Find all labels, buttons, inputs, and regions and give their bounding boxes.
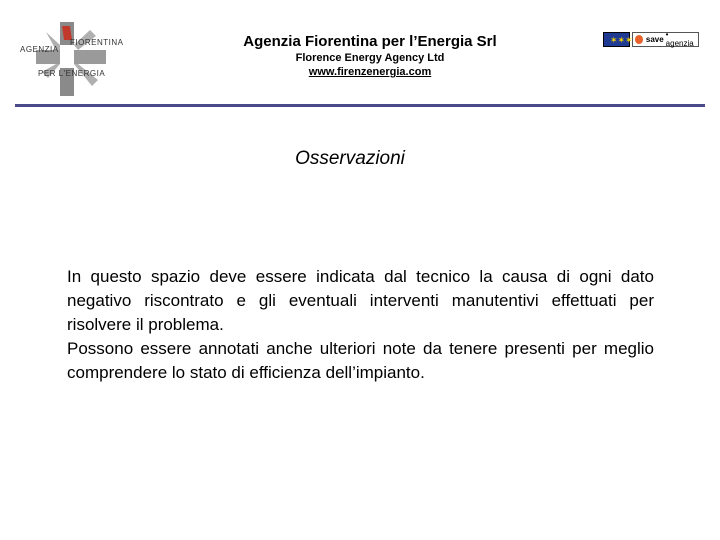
agency-logo: [18, 20, 128, 98]
save-brand: save: [645, 34, 664, 44]
save-dot-icon: [635, 35, 643, 44]
eu-flag-icon: ✶✶✶: [603, 32, 630, 47]
logo-text-agenzia: AGENZIA: [20, 45, 59, 54]
logo-text-fiorentina: FIORENTINA: [70, 38, 124, 47]
header-text: [200, 33, 540, 79]
page-title: Osservazioni: [295, 148, 405, 169]
partner-logo: [603, 31, 699, 47]
save-tag: • agenzia: [665, 30, 694, 48]
body-text: [67, 265, 654, 385]
save-logo: [632, 32, 699, 47]
header-divider: [15, 104, 705, 107]
paragraph-2: Possono essere annotati anche ulteriori note da tenere presenti per meglio comprendere lo stato di efficienza dell’impianto.: [67, 339, 654, 382]
website-link[interactable]: www.firenzenergia.com: [308, 66, 432, 78]
paragraph-1: In questo spazio deve essere indicata dal tecnico la causa di ogni dato negativo riscontrato e gli eventuali interventi manutentivi effettuati per risolvere il problema.: [67, 267, 654, 334]
org-name: Agenzia Fiorentina per l’Energia Srl: [243, 33, 497, 50]
logo-text-energia: PER L'ENERGIA: [38, 69, 106, 78]
org-name-en: Florence Energy Agency Ltd: [295, 52, 445, 64]
agency-logo-mark: [18, 20, 128, 98]
